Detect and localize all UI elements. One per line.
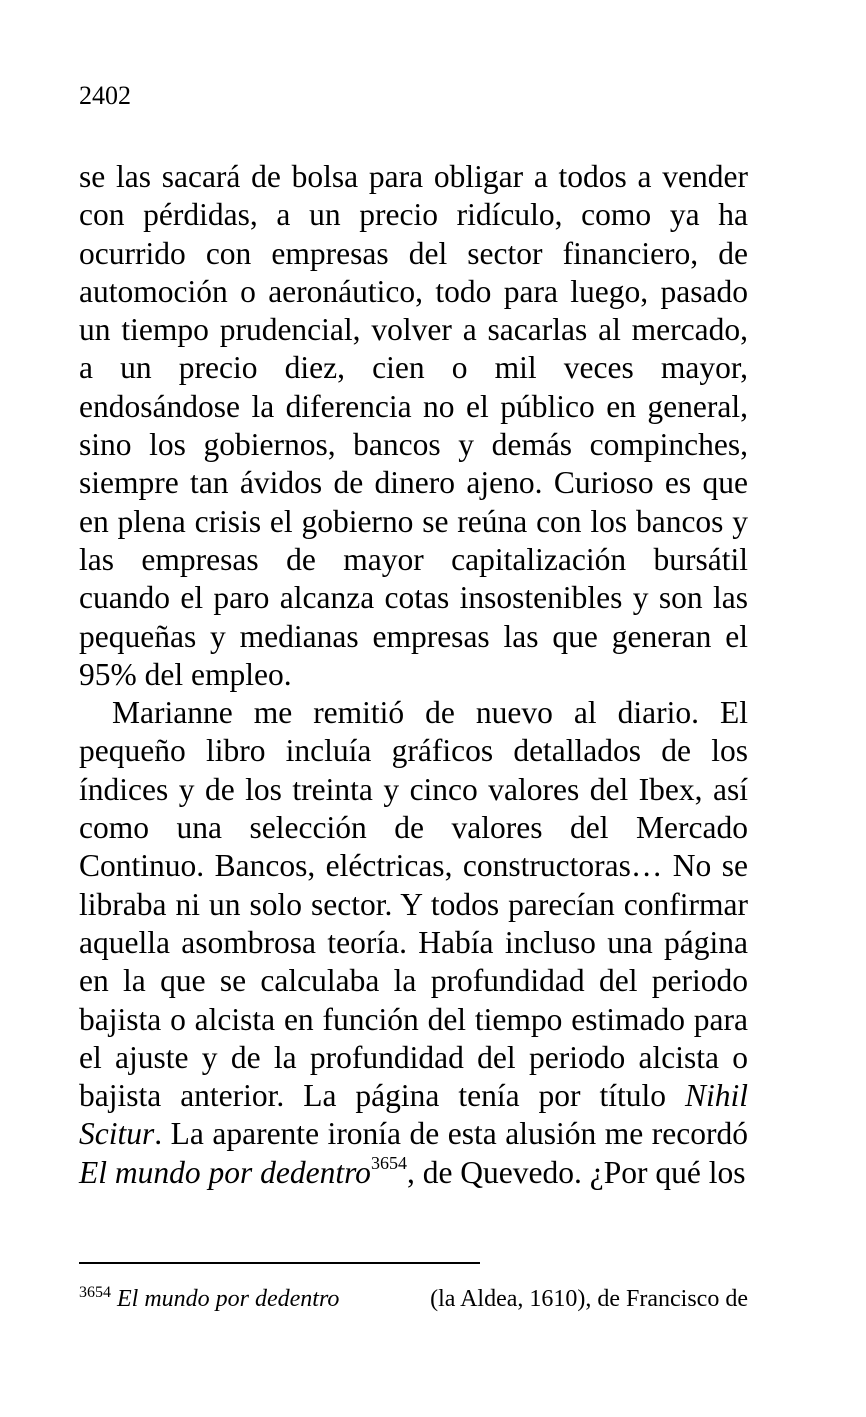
footnote-label [79,1283,339,1315]
book-title: El mundo por dedentro [79,1154,371,1190]
paragraph-2-middle: . La aparente ironía de esta alusión me recordó [154,1116,748,1152]
paragraph-1: se las sacará de bolsa para obligar a todos a vender con pérdidas, a un precio ridículo, como ya ha ocurrido con empresas del sector financiero, de automoción o aeronáutico, todo para luego, pasado un tiempo prudencial, volver a sacarlas al mercado, a un precio diez, cien o mil veces mayor, endosándose la diferencia no el público en general, sino los gobiernos, bancos y demás compinches, siempre tan ávidos de dinero ajeno. Curioso es que en plena crisis el gobierno se reúna con los bancos y las empresas de mayor capitalización bursátil cuando el paro alcanza cotas insostenibles y son las pequeñas y medianas empresas las que generan el 95% del empleo. [79,159,748,692]
footnote-reference: 3654 [370,1153,407,1174]
footnote-title: El mundo por dedentro [117,1286,340,1312]
title-nihil-scitur: Nihil Scitur [79,1078,748,1152]
footnote-text: (la Aldea, 1610), de Francisco de [424,1286,748,1312]
paragraph-2 [79,694,748,1192]
footnote-divider [79,1262,480,1264]
main-text [79,158,748,1192]
footnote [79,1283,748,1315]
page-number: 2402 [79,81,131,110]
paragraph-2-text: Marianne me remitió de nuevo al diario. El pequeño libro incluía gráficos detallados de los índices y de los treinta y cinco valores del Ibex, así como una selección de valores del Mercado Continuo. Bancos, eléctricas, constructoras… No se libraba ni un solo sector. Y todos parecían confirmar aquella asombrosa teoría. Había incluso una página en la que se calculaba la profundidad del periodo bajista o alcista en función del tiempo estimado para el ajuste y de la profundidad del periodo alcista o bajista anterior. La página tenía por título [79,695,748,1114]
paragraph-2-end: , de Quevedo. ¿Por qué los [406,1154,746,1190]
footnote-number: 3654 [79,1284,111,1301]
